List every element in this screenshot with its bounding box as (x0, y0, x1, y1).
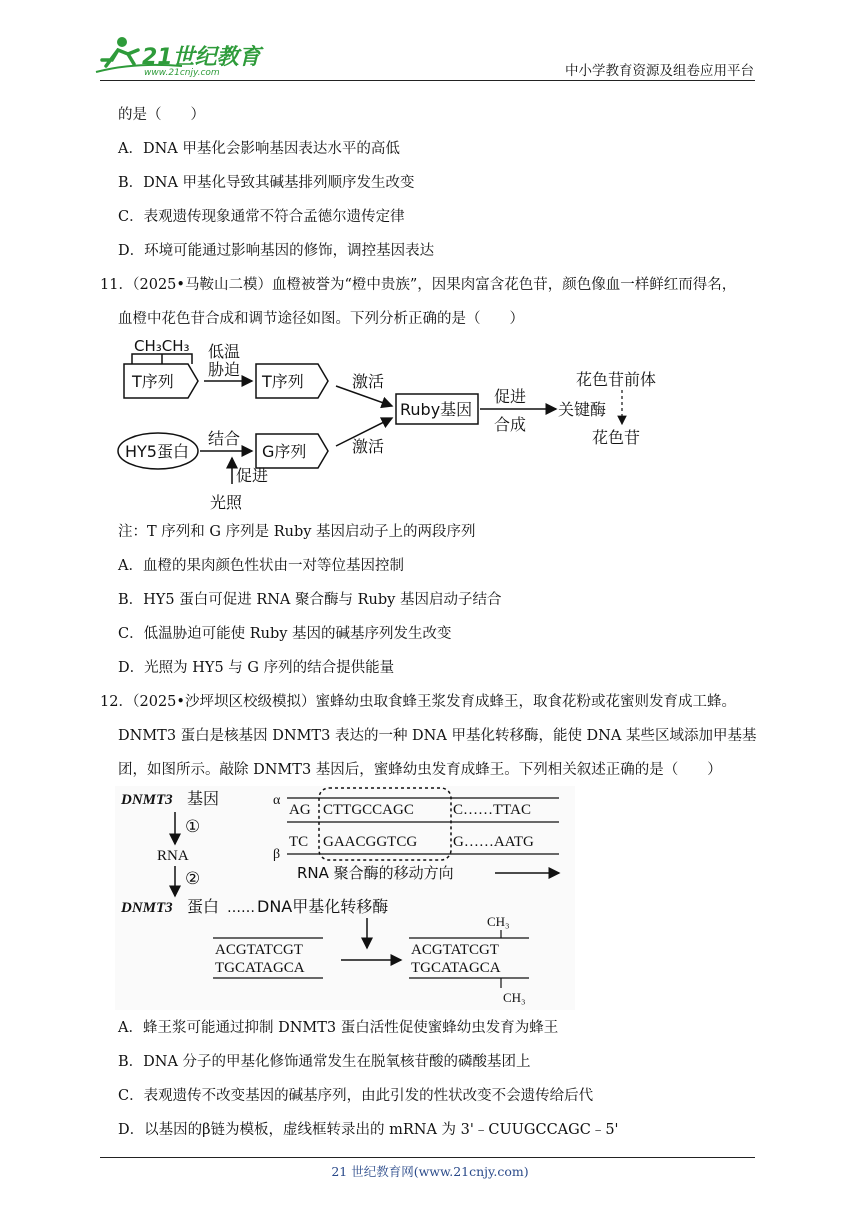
polymerase-direction-label: RNA 聚合酶的移动方向 (297, 864, 454, 882)
activate-label-1: 激活 (352, 372, 385, 391)
q11-number: 11． (100, 277, 133, 293)
q12-option-a: A．蜂王浆可能通过抑制 DNMT3 蛋白活性促使蜜蜂幼虫发育为蜂王 (118, 1020, 559, 1036)
seq-bottom-methylated: TGCATAGCA (411, 960, 501, 976)
seq-top-methylated: ACGTATCGT (411, 942, 499, 958)
runner-icon (117, 37, 127, 47)
seq-bottom-unmethylated: TGCATAGCA (215, 960, 305, 976)
q10-option-c: C．表观遗传现象通常不符合孟德尔遗传定律 (118, 209, 405, 225)
activate-label-2: 激活 (352, 437, 385, 456)
beta-seq-left: TC (289, 834, 309, 850)
q12-option-c: C．表观遗传不改变基因的碱基序列，由此引发的性状改变不会遗传给后代 (118, 1088, 594, 1104)
alpha-seq-box: CTTGCCAGC (323, 802, 414, 818)
t-sequence-label-2: T序列 (262, 372, 304, 391)
ruby-gene-label: Ruby基因 (400, 400, 473, 419)
beta-label: β (273, 847, 281, 862)
q12-stem-line2: DNMT3 蛋白是核基因 DNMT3 表达的一种 DNA 甲基化转移酶，能使 DNA 某些区域添加甲基基 (118, 728, 757, 744)
hy5-protein-label: HY5蛋白 (125, 442, 189, 461)
light-label: 光照 (210, 493, 243, 512)
methyl-label: CH₃CH₃ (134, 337, 190, 355)
q10-option-a: A．DNA 甲基化会影响基因表达水平的高低 (118, 141, 400, 157)
ch3-top-label: CH₃ (487, 914, 510, 929)
dnmt3-protein-italic: DNMT3 (121, 900, 173, 916)
beta-seq-right: G……AATG (453, 834, 534, 850)
promote-label-3: 促进 (236, 466, 269, 485)
step-2-label: ② (185, 869, 201, 889)
q11-option-c: C．低温胁迫可能使 Ruby 基因的碱基序列发生改变 (118, 626, 452, 642)
seq-top-unmethylated: ACGTATCGT (215, 942, 303, 958)
key-enzyme-label: 关键酶 (558, 400, 607, 419)
logo-url: www.21cnjy.com (144, 68, 220, 78)
ch3-bottom-label: CH₃ (503, 990, 526, 1005)
q10-option-b: B．DNA 甲基化导致其碱基排列顺序发生改变 (118, 175, 415, 191)
runner-body-icon (102, 50, 138, 66)
q11-pathway-diagram (110, 334, 710, 516)
low-temp-label-2: 胁迫 (208, 360, 241, 379)
t-sequence-label-1: T序列 (132, 372, 174, 391)
header-title: 中小学教育资源及组卷应用平台 (565, 63, 754, 79)
promote-label-2: 合成 (494, 415, 527, 434)
footer-text: 21 世纪教育网(www.21cnjy.com) (331, 1164, 529, 1179)
protein-label: 蛋白 (187, 897, 220, 916)
bind-label: 结合 (208, 429, 241, 448)
beta-seq-box: GAACGGTCG (323, 834, 418, 850)
q11-option-d: D．光照为 HY5 与 G 序列的结合提供能量 (118, 660, 395, 676)
q12-option-d: D．以基因的β链为模板，虚线框转录出的 mRNA 为 3'﹣CUUGCCAGC﹣5' (118, 1122, 619, 1138)
q11-option-b: B．HY5 蛋白可促进 RNA 聚合酶与 Ruby 基因启动子结合 (118, 592, 502, 608)
q11-option-a: A．血橙的果肉颜色性状由一对等位基因控制 (118, 558, 404, 574)
q12-option-b: B．DNA 分子的甲基化修饰通常发生在脱氧核苷酸的磷酸基团上 (118, 1054, 531, 1070)
low-temp-label-1: 低温 (208, 342, 241, 361)
site-logo (94, 36, 264, 78)
step-1-label: ① (185, 817, 201, 837)
enzyme-label: DNA甲基化转移酶 (257, 897, 389, 916)
q12-stem-line1: （2025•沙坪坝区校级模拟）蜜蜂幼虫取食蜂王浆发育成蜂王，取食花粉或花蜜则发育成工蜂。 (125, 694, 736, 710)
q12-stem-line3: 团，如图所示。敲除 DNMT3 基因后，蜜蜂幼虫发育成蜂王。下列相关叙述正确的是（ ） (118, 762, 722, 778)
alpha-label: α (273, 793, 281, 808)
gene-label: 基因 (187, 789, 220, 808)
logo-text: 21世纪教育 (142, 45, 261, 70)
g-sequence-label: G序列 (262, 442, 307, 461)
alpha-seq-right: C……TTAC (453, 802, 531, 818)
q12-number: 12． (100, 694, 133, 710)
footer-divider (100, 1157, 755, 1158)
alpha-seq-left: AG (289, 802, 311, 818)
dots-label: …… (227, 900, 255, 916)
promote-label-1: 促进 (494, 387, 527, 406)
q10-option-d: D．环境可能通过影响基因的修饰，调控基因表达 (118, 243, 435, 259)
precursor-label: 花色苷前体 (576, 370, 657, 389)
dnmt3-gene-italic: DNMT3 (121, 792, 173, 808)
q11-note: 注：T 序列和 G 序列是 Ruby 基因启动子上的两段序列 (118, 524, 476, 540)
q11-stem-line2: 血橙中花色苷合成和调节途径如图。下列分析正确的是（ ） (118, 311, 524, 327)
q12-methylation-diagram (115, 786, 575, 1010)
q10-stem-continuation: 的是（ ） (118, 107, 205, 123)
rna-label: RNA (157, 848, 189, 864)
header-divider (100, 80, 755, 81)
q11-stem-line1: （2025•马鞍山二模）血橙被誉为“橙中贵族”，因果肉富含花色苷，颜色像血一样鲜红而得名， (125, 277, 737, 293)
anthocyanin-label: 花色苷 (592, 428, 641, 447)
